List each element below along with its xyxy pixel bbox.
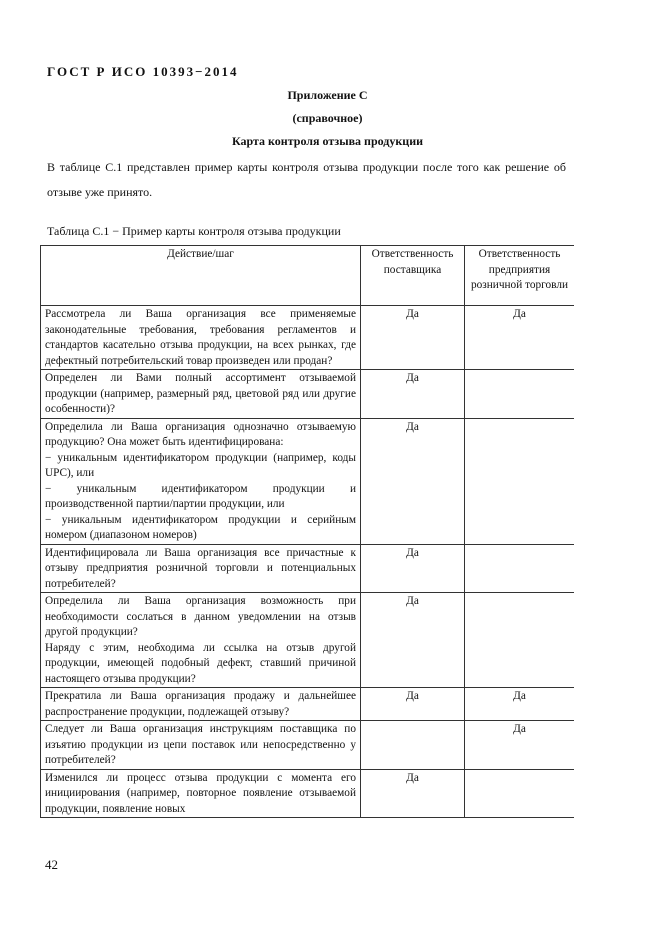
supplier-cell xyxy=(361,721,465,770)
retailer-cell xyxy=(465,593,575,688)
table-row xyxy=(41,688,575,721)
action-cell: Рассмотрела ли Ваша организация все применяемые законодательные требования, требования регламентов и стандартов касательно отзыва продукции, на всех рынках, где дефектный потребительский товар произведен или продан? xyxy=(41,306,361,370)
card-title: Карта контроля отзыва продукции xyxy=(231,134,424,148)
supplier-cell: Да xyxy=(361,688,465,721)
table-caption: Таблица С.1 − Пример карты контроля отзыва продукции xyxy=(47,224,341,238)
column-header-action: Действие/шаг xyxy=(41,246,361,306)
table-row xyxy=(41,593,575,688)
retailer-cell: Да xyxy=(465,721,575,770)
supplier-cell: Да xyxy=(361,306,465,370)
action-cell: Определила ли Ваша организация возможность при необходимости сослаться в данном уведомлении на отзыв другой продукции? Наряду с этим, необходима ли ссылка на отзыв другой продукции, имеющей подобный дефект, ставший причиной настоящего отзыва продукции? xyxy=(41,593,361,688)
table-row xyxy=(41,418,575,544)
intro-paragraph: В таблице С.1 представлен пример карты контроля отзыва продукции после того как решение об отзыве уже принято. xyxy=(47,160,566,199)
recall-control-table xyxy=(40,245,574,818)
retailer-cell: Да xyxy=(465,688,575,721)
action-cell: Определила ли Ваша организация однозначно отзываемую продукцию? Она может быть идентифицирована: − уникальным идентификатором продукции (например, коды UPC), или − уникальным идентификатором продукции и производственной партии/партии продукции, или − уникальным идентификатором продукции и серийным номером (диапазоном номеров) xyxy=(41,418,361,544)
action-cell: Определен ли Вами полный ассортимент отзываемой продукции (например, размерный ряд, цветовой ряд или другие особенности)? xyxy=(41,370,361,419)
table-row xyxy=(41,306,575,370)
retailer-cell: Да xyxy=(465,306,575,370)
action-cell: Прекратила ли Ваша организация продажу и дальнейшее распространение продукции, подлежащей отзыву? xyxy=(41,688,361,721)
supplier-cell: Да xyxy=(361,370,465,419)
retailer-cell xyxy=(465,544,575,593)
action-cell: Изменился ли процесс отзыва продукции с момента его инициирования (например, повторное появление отзываемой продукции, появление новых xyxy=(41,769,361,818)
supplier-cell: Да xyxy=(361,418,465,544)
page-number: 42 xyxy=(45,857,58,872)
table-header-row xyxy=(41,246,575,306)
retailer-cell xyxy=(465,769,575,818)
column-header-supplier: Ответственность поставщика xyxy=(361,246,465,306)
retailer-cell xyxy=(465,418,575,544)
retailer-cell xyxy=(465,370,575,419)
document-header: ГОСТ Р ИСО 10393−2014 xyxy=(47,64,239,79)
recall-table-container xyxy=(40,245,574,850)
table-row xyxy=(41,370,575,419)
action-cell: Следует ли Ваша организация инструкциям поставщика по изъятию продукции из цепи поставок или непосредственно у потребителей? xyxy=(41,721,361,770)
supplier-cell: Да xyxy=(361,544,465,593)
column-header-retailer: Ответственность предприятия розничной торговли xyxy=(465,246,575,306)
table-row xyxy=(41,544,575,593)
table-row xyxy=(41,769,575,818)
table-body xyxy=(41,306,575,818)
annex-title: Приложение С xyxy=(287,88,368,102)
supplier-cell: Да xyxy=(361,593,465,688)
action-cell: Идентифицировала ли Ваша организация все причастные к отзыву предприятия розничной торговли и потенциальных потребителей? xyxy=(41,544,361,593)
annex-type: (справочное) xyxy=(292,111,363,125)
supplier-cell: Да xyxy=(361,769,465,818)
table-row xyxy=(41,721,575,770)
